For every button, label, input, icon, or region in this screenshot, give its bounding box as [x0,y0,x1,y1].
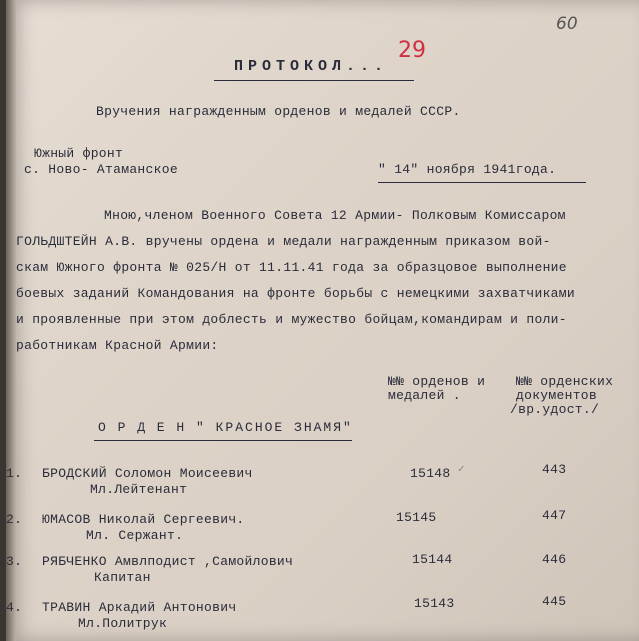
row-3-order-no: 15144 [412,552,453,567]
page-number: 60 [556,14,578,34]
row-3-num: 3. [6,554,23,569]
document-page [6,0,639,641]
handwritten-number: 29 [398,38,426,63]
row-4-doc-no: 445 [542,594,567,609]
col-header-docs-3: /вр.удост./ [510,402,600,417]
title-underline [214,80,414,81]
row-2-doc-no: 447 [542,508,567,523]
body-line-2: ГОЛЬДШТЕЙН А.В. вручены ордена и медали награжденным приказом вой- [16,234,551,249]
body-line-5: и проявленные при этом доблесть и мужество бойцам,командирам и поли- [16,312,567,327]
row-3-rank: Капитан [94,570,151,585]
body-line-1: Мною,членом Военного Совета 12 Армии- Полковым Комиссаром [104,208,566,223]
col-header-orders-2: медалей . [388,388,461,403]
col-header-orders-1: №№ орденов и [388,374,486,389]
row-3-doc-no: 446 [542,552,567,567]
col-header-docs-1: №№ орденских [516,374,614,389]
row-3-name: РЯБЧЕНКО Амвлподист ,Самойлович [42,554,294,569]
row-2-name: ЮМАСОВ Николай Сергеевич. [42,512,245,527]
row-4-rank: Мл.Политрук [78,616,168,631]
document-date: " 14" ноября 1941года. [378,162,557,177]
row-1-num: 1. [6,466,23,481]
body-line-3: скам Южного фронта № 025/Н от 11.11.41 года за образцовое выполнение [16,260,567,275]
binding-edge [6,0,16,641]
row-1-name: БРОДСКИЙ Соломон Моисеевич [42,466,253,481]
check-mark-icon: ✓ [458,464,465,476]
row-1-doc-no: 443 [542,462,567,477]
place-line-2: с. Ново- Атаманское [24,162,178,177]
section-title: О Р Д Е Н " КРАСНОЕ ЗНАМЯ" [98,420,353,435]
row-2-num: 2. [6,512,23,527]
body-line-6: работникам Красной Армии: [16,338,219,353]
row-4-name: ТРАВИН Аркадий Антонович [42,600,237,615]
col-header-docs-2: документов [516,388,598,403]
row-1-rank: Мл.Лейтенант [90,482,188,497]
row-2-order-no: 15145 [396,510,437,525]
row-1-order-no: 15148 [410,466,451,481]
date-underline [378,182,586,183]
subtitle: Вручения награжденным орденов и медалей СССР. [96,104,461,119]
section-underline [94,440,352,441]
row-4-num: 4. [6,600,23,615]
place-line-1: Южный фронт [34,146,124,161]
row-2-rank: Мл. Сержант. [86,528,184,543]
body-line-4: боевых заданий Командования на фронте борьбы с немецкими захватчиками [16,286,575,301]
row-4-order-no: 15143 [414,596,455,611]
document-title: ПРОТОКОЛ... [234,58,389,75]
